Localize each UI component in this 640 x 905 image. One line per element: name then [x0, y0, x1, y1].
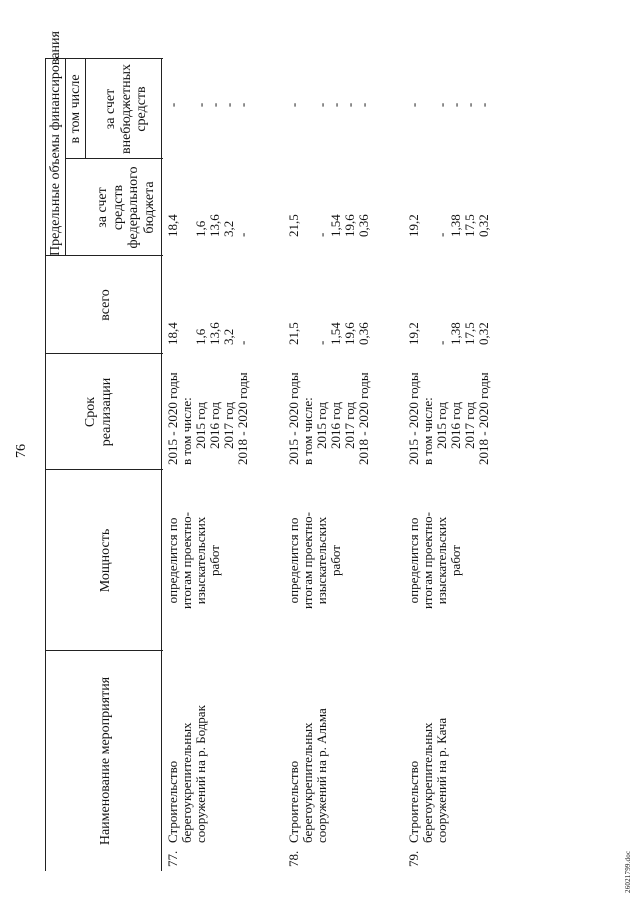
row-term-line: 2017 год: [462, 402, 477, 449]
row-name-line: Строительство: [406, 760, 421, 843]
row-extra-value: -: [476, 102, 491, 108]
row-capacity: [407, 470, 463, 651]
row-federal-value: -: [434, 232, 449, 237]
row-name-line: сооружений на р. Бодрак: [193, 705, 208, 843]
row-total-value: 13,6: [207, 322, 222, 345]
row-total-value: 1,54: [328, 322, 343, 345]
header-extra-line: за счет: [103, 88, 118, 130]
row-federal-value: 21,5: [286, 214, 301, 237]
row-term-line: 2015 год: [314, 402, 329, 449]
row-term-line: 2015 - 2020 годы: [286, 372, 301, 465]
row-capacity-line: итогам проектно-: [300, 511, 315, 610]
row-name-line: берегоукрепительных: [300, 722, 315, 843]
row-extra-value: -: [207, 102, 222, 108]
row-number: 77.: [165, 850, 180, 867]
row-term-line: 2016 год: [448, 402, 463, 449]
row-name: [166, 705, 208, 843]
row-extra-value: -: [314, 102, 329, 108]
row-total-value: -: [314, 340, 329, 345]
header-name: Наименование мероприятия: [98, 676, 113, 846]
row-federal: [407, 197, 491, 237]
header-capacity: Мощность: [98, 528, 113, 593]
header-federal-line: средств: [110, 184, 126, 231]
header-including: в том числе: [68, 74, 83, 144]
row-capacity-line: работ: [328, 545, 343, 576]
row-extra-value: -: [462, 102, 477, 108]
row-term-line: в том числе:: [420, 397, 435, 465]
row-term-line: в том числе:: [300, 397, 315, 465]
row-total-value: -: [235, 340, 250, 345]
row-total: [287, 305, 371, 345]
row-total-value: 1,6: [193, 328, 208, 345]
row-federal-value: 1,6: [193, 220, 208, 237]
row-federal-value: [180, 197, 194, 237]
row-federal-value: 19,2: [406, 214, 421, 237]
row-term: [166, 357, 250, 465]
row-federal-value: -: [235, 232, 250, 237]
row-extra-value: -: [286, 102, 301, 108]
row-extra-value: -: [356, 102, 371, 108]
row-total-value: -: [434, 340, 449, 345]
row-term-line: 2015 год: [193, 402, 208, 449]
row-term: [407, 357, 491, 465]
row-capacity-line: определится по: [406, 517, 421, 604]
row-name-line: берегоукрепительных: [420, 722, 435, 843]
row-total-value: [301, 305, 315, 345]
row-name-line: берегоукрепительных: [179, 722, 194, 843]
row-extra-value: [421, 75, 435, 135]
row-federal-value: 0,36: [356, 214, 371, 237]
header-extra-line: внебюджетных: [118, 63, 134, 155]
row-total: [166, 305, 250, 345]
header-bottom-border: [161, 59, 162, 871]
row-extra-value: -: [165, 102, 180, 108]
row-term-line: в том числе:: [179, 397, 194, 465]
row-term-line: 2018 - 2020 годы: [476, 372, 491, 465]
including-subheader-line: [85, 59, 86, 159]
row-term-line: 2015 - 2020 годы: [406, 372, 421, 465]
row-capacity-line: работ: [448, 545, 463, 576]
row-capacity-line: определится по: [165, 517, 180, 604]
header-term-line: реализации: [98, 377, 114, 447]
row-federal-value: 13,6: [207, 214, 222, 237]
header-funding: Предельные объемы финансирования: [48, 31, 63, 256]
row-federal-value: [421, 197, 435, 237]
row-name-line: Строительство: [165, 760, 180, 843]
row-extra: [407, 75, 491, 135]
row-name-line: Строительство: [286, 760, 301, 843]
row-capacity-line: итогам проектно-: [179, 511, 194, 610]
row-extra-value: -: [193, 102, 208, 108]
header-term-line: Срок: [83, 396, 98, 428]
row-federal-value: 17,5: [462, 214, 477, 237]
row-term-line: 2016 год: [328, 402, 343, 449]
row-name-line: сооружений на р. Кача: [434, 717, 449, 843]
row-extra-value: -: [342, 102, 357, 108]
row-total-value: 19,2: [406, 322, 421, 345]
row-name: [287, 708, 329, 843]
row-total-value: 17,5: [462, 322, 477, 345]
row-federal-value: 19,6: [342, 214, 357, 237]
header-total: всего: [98, 289, 113, 321]
table-top-border: [45, 59, 46, 871]
row-capacity-line: работ: [207, 545, 222, 576]
row-name: [407, 718, 449, 843]
header-extra: [103, 59, 150, 159]
row-federal-value: 0,32: [476, 214, 491, 237]
row-extra-value: [180, 75, 194, 135]
row-term: [287, 357, 371, 465]
row-number: 79.: [406, 850, 421, 867]
row-total-value: 19,6: [342, 322, 357, 345]
row-number: 78.: [286, 850, 301, 867]
header-federal-line: федерального: [126, 166, 141, 249]
header-term: [83, 354, 114, 470]
doc-stamp: 26021799.doc: [624, 850, 632, 893]
header-federal-line: за счет: [95, 187, 110, 228]
row-capacity: [166, 470, 222, 651]
row-total-value: [421, 305, 435, 345]
header-federal-line: бюджета: [141, 181, 157, 234]
row-term-line: 2018 - 2020 годы: [356, 372, 371, 465]
row-total: [407, 305, 491, 345]
row-total-value: 0,36: [356, 322, 371, 345]
row-extra: [166, 75, 250, 135]
row-federal: [166, 197, 250, 237]
row-total-value: 21,5: [286, 322, 301, 345]
row-federal: [287, 197, 371, 237]
row-extra-value: -: [406, 102, 421, 108]
row-federal-value: 3,2: [221, 220, 236, 237]
row-federal-value: [301, 197, 315, 237]
row-term-line: 2015 - 2020 годы: [165, 372, 180, 465]
header-extra-line: средств: [134, 86, 149, 132]
row-total-value: 3,2: [221, 328, 236, 345]
page-number: 76: [14, 444, 29, 458]
row-extra-value: -: [328, 102, 343, 108]
row-term-line: 2017 год: [221, 402, 236, 449]
row-total-value: 0,32: [476, 322, 491, 345]
row-extra-value: -: [434, 102, 449, 108]
row-extra-value: [301, 75, 315, 135]
row-federal-value: 1,38: [448, 214, 463, 237]
row-federal-value: -: [314, 232, 329, 237]
row-extra-value: -: [235, 102, 250, 108]
row-total-value: 1,38: [448, 322, 463, 345]
row-extra: [287, 75, 371, 135]
row-extra-value: -: [221, 102, 236, 108]
row-capacity-line: итогам проектно-: [420, 511, 435, 610]
row-capacity-line: изыскательских: [314, 516, 329, 605]
row-name-line: сооружений на р. Альма: [314, 708, 329, 843]
row-capacity-line: определится по: [286, 517, 301, 604]
row-total-value: [180, 305, 194, 345]
header-federal: [95, 159, 157, 256]
row-term-line: 2018 - 2020 годы: [235, 372, 250, 465]
row-capacity-line: изыскательских: [193, 516, 208, 605]
row-capacity-line: изыскательских: [434, 516, 449, 605]
row-federal-value: 1,54: [328, 214, 343, 237]
row-federal-value: 18,4: [165, 214, 180, 237]
row-total-value: 18,4: [165, 322, 180, 345]
row-extra-value: -: [448, 102, 463, 108]
row-term-line: 2017 год: [342, 402, 357, 449]
row-term-line: 2016 год: [207, 402, 222, 449]
row-capacity: [287, 470, 343, 651]
row-term-line: 2015 год: [434, 402, 449, 449]
